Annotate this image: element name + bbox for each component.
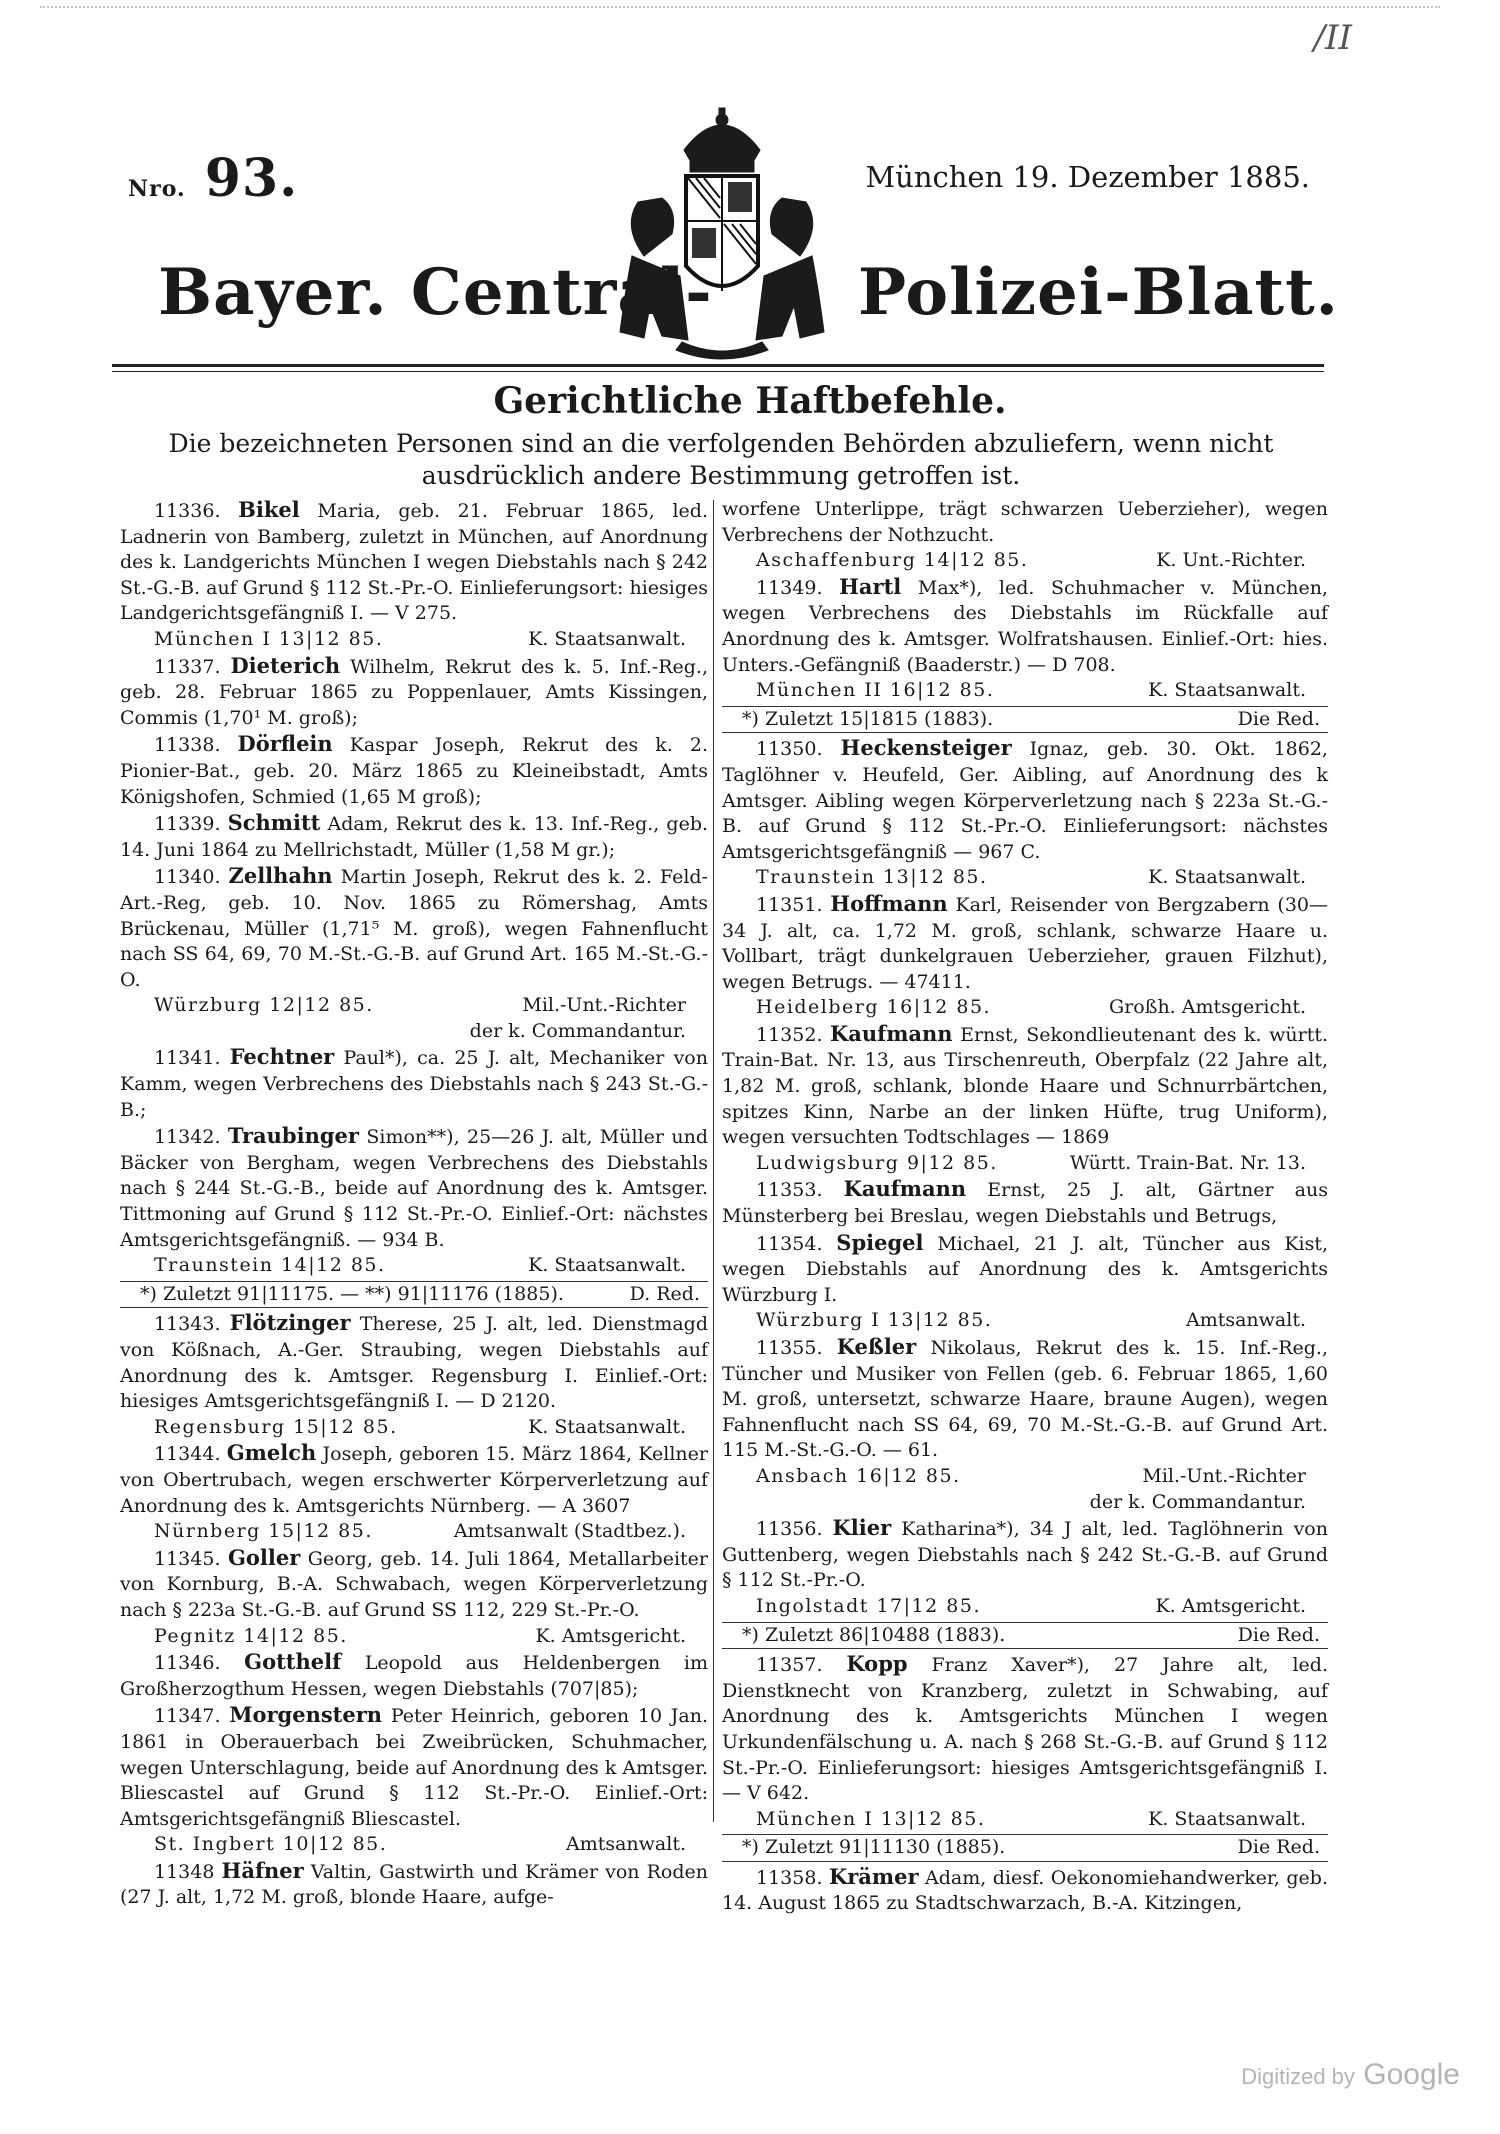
masthead-title-right: Polizei-Blatt. — [858, 255, 1339, 330]
issuing-authority: K. Amtsgericht. — [535, 1624, 686, 1647]
entry-number: 11338. — [154, 734, 221, 757]
scan-noise — [40, 6, 1440, 30]
warrant-entry — [120, 653, 708, 732]
entry-text: Franz Xaver*), 27 Jahre alt, led. Dienstknecht von Kranzberg, zuletzt in Schwabing, auf Anordnung des k. Amtsgerichts München I wegen Urkundenfälschung u. A. nach § 268 St.-G.-B. auf Grund § 112 St.-Pr.-O. Einlieferungsort: hiesiges Amtsgerichtsgefängniß I. — V 642. — [722, 1654, 1328, 1805]
entry-text: Ernst, 25 J. alt, Gärtner aus Münsterberg bei Breslau, wegen Diebstahls und Betrugs, — [722, 1179, 1328, 1228]
entry-number: 11341. — [154, 1047, 221, 1070]
issuing-place — [120, 627, 708, 653]
entry-text: Paul*), ca. 25 J. alt, Mechaniker von Kamm, wegen Verbrechens des Diebstahls nach § 243 St.-G.-B.; — [120, 1047, 708, 1121]
place-date: München I 13|12 85. — [756, 1807, 986, 1830]
entry-number: 11355. — [756, 1337, 823, 1359]
place-date: München I 13|12 85. — [154, 627, 384, 650]
entry-number: 11347. — [154, 1705, 221, 1728]
entry-number: 11343. — [154, 1313, 221, 1336]
place-date: St. Ingbert 10|12 85. — [154, 1833, 388, 1856]
entry-name: Schmitt — [227, 810, 321, 836]
entry-number: 11358. — [756, 1866, 823, 1889]
editorial-footnote — [722, 706, 1328, 734]
place-date: Heidelberg 16|12 85. — [756, 996, 992, 1019]
warrant-entry — [722, 1334, 1328, 1464]
entry-number: 11356. — [756, 1518, 823, 1541]
warrant-entry — [120, 1858, 708, 1911]
entry-name: Bikel — [238, 497, 300, 522]
entry-text: Max*), led. Schuhmacher v. München, wegen Verbrechens des Diebstahls im Rückfalle auf Anordnung des k. Amtsger. Wolfratshausen. Einlief.-Ort: hies. Unters.-Gefängniß (Baaderstr.) — D 708. — [722, 576, 1328, 676]
entry-text: Katharina*), 34 J alt, led. Taglöhnerin von Guttenberg, wegen Diebstahls nach § 242 St.-G.-B. auf Grund § 112 St.-Pr.-O. — [722, 1518, 1328, 1592]
issue-number-value: 93. — [204, 148, 299, 209]
issuing-authority: Mil.-Unt.-Richter — [522, 994, 686, 1017]
masthead-rule — [112, 364, 1324, 367]
watermark — [1241, 2058, 1460, 2092]
entry-number: 11337. — [154, 655, 221, 678]
issuing-place — [722, 1308, 1328, 1334]
footnote-editor: D. Red. — [629, 1282, 700, 1305]
warrant-entry — [722, 735, 1328, 865]
entry-name: Hoffmann — [830, 890, 948, 916]
entry-text: Nikolaus, Rekrut des k. 15. Inf.-Reg., Tüncher und Musiker von Fellen (geb. 6. Februar 1865, 1,60 M. groß, untersetzt, schwarze Haare, braune Augen), wegen Fahnenflucht nach SS 64, 69, 70 M.-St.-G.-B. auf Grund Art. 115 M.-St.-G.-O. — 61. — [722, 1337, 1328, 1462]
place-date: Ansbach 16|12 85. — [756, 1464, 961, 1487]
issuing-place — [722, 678, 1328, 704]
issuing-authority: Amtsanwalt (Stadtbez.). — [453, 1520, 686, 1543]
warrant-entry — [722, 1176, 1328, 1229]
place-date: Aschaffenburg 14|12 85. — [756, 549, 1029, 572]
warrant-entry — [120, 1044, 708, 1123]
warrant-entry — [722, 1864, 1328, 1917]
entry-number: 11354. — [756, 1232, 823, 1255]
entry-name: Dörflein — [237, 731, 333, 757]
entry-text: Therese, 25 J. alt, led. Dienstmagd von Kößnach, A.-Ger. Straubing, wegen Diebstahls auf Anordnung des k. Amtsger. Regensburg I. Einlief.-Ort: hiesiges Amtsgerichtsgefängniß I. — D 2120. — [120, 1313, 708, 1413]
entry-text: Kaspar Joseph, Rekrut des k. 2. Pionier-Bat., geb. 20. März 1865 zu Kleineibstadt, Amts Königshofen, Schmied (1,65 M groß); — [120, 734, 709, 808]
masthead-title-left: Bayer. Central- — [158, 255, 713, 330]
entry-number: 11339. — [154, 813, 221, 836]
entry-name: Dieterich — [230, 652, 341, 678]
issuing-place — [722, 1151, 1328, 1177]
warrant-entry — [722, 891, 1328, 995]
warrant-entry — [120, 1649, 708, 1702]
entry-text: Martin Joseph, Rekrut des k. 2. Feld-Art.-Reg, geb. 10. Nov. 1865 zu Römershag, Amts Brückenau, Müller (1,71⁵ M. groß), wegen Fahnenflucht nach SS 64, 69, 70 M.-St.-G.-B. auf Grund Art. 165 M.-St.-G.-O. — [120, 866, 708, 991]
authority-continuation: der k. Commandantur. — [469, 1019, 686, 1042]
place-date: Regensburg 15|12 85. — [154, 1415, 398, 1438]
entry-text: Simon**), 25—26 J. alt, Müller und Bäcker von Bergham, wegen Verbrechens des Diebstahls nach § 244 St.-G.-B., beide auf Anordnung des k. Amtsger. Tittmoning auf Grund § 112 St.-Pr.-O. Einlief.-Ort: nächstes Amtsgerichtsgefängniß. — 934 B. — [120, 1126, 709, 1251]
watermark-prefix: Digitized by — [1241, 2064, 1355, 2089]
warrant-entry — [120, 497, 708, 627]
entry-name: Fechtner — [229, 1044, 335, 1070]
warrant-entry — [722, 1230, 1328, 1309]
issuing-authority: K. Staatsanwalt. — [528, 1254, 686, 1277]
left-column — [120, 497, 708, 1911]
issuing-place — [722, 548, 1328, 574]
issuing-authority: K. Amtsgericht. — [1155, 1594, 1306, 1617]
issuing-authority: Württ. Train-Bat. Nr. 13. — [1069, 1151, 1306, 1174]
issuing-place — [120, 1415, 708, 1441]
issuing-authority: K. Staatsanwalt. — [1148, 866, 1306, 889]
right-column — [722, 497, 1328, 1917]
entry-name: Kaufmann — [843, 1176, 967, 1202]
footnote-text: *) Zuletzt 91|11130 (1885). — [742, 1836, 1006, 1859]
issue-number — [128, 148, 298, 209]
warrant-entry — [120, 731, 708, 810]
entry-text: Wilhelm, Rekrut des k. 5. Inf.-Reg., geb. 28. Februar 1865 zu Poppenlauer, Amts Kissingen, Commis (1,70¹ M. groß); — [120, 655, 708, 729]
entry-number: 11345. — [154, 1547, 221, 1570]
entry-number: 11344. — [154, 1443, 221, 1466]
issuing-authority: Großh. Amtsgericht. — [1109, 996, 1306, 1019]
entry-name: Krämer — [828, 1863, 919, 1889]
masthead-rule-thin — [112, 371, 1324, 372]
entry-name: Häfner — [221, 1857, 304, 1883]
entry-text: Adam, Rekrut des k. 13. Inf.-Reg., geb. 14. Juni 1864 zu Mellrichstadt, Müller (1,58 M gr.); — [120, 813, 709, 861]
issuing-authority: K. Staatsanwalt. — [1148, 679, 1306, 702]
footnote-editor: Die Red. — [1237, 1836, 1320, 1859]
issuing-authority: K. Staatsanwalt. — [528, 1415, 686, 1438]
entry-number: 11350. — [756, 738, 823, 761]
editorial-footnote — [120, 1281, 708, 1309]
entry-text: Maria, geb. 21. Februar 1865, led. Ladnerin von Bamberg, zuletzt in München, auf Anordnung des k. Landgerichts München I wegen Diebstahls nach § 242 St.-G.-B. auf Grund § 112 St.-Pr.-O. Einlieferungsort: hiesiges Landgerichtsgefängniß I. — V 275. — [120, 500, 708, 625]
issuing-authority: Amtsanwalt. — [565, 1833, 686, 1856]
entry-name: Heckensteiger — [840, 735, 1012, 761]
place-date: Traunstein 13|12 85. — [756, 866, 988, 889]
entry-name: Flötzinger — [229, 1310, 351, 1336]
issue-prefix: Nro. — [128, 176, 186, 202]
entry-text: Joseph, geboren 15. März 1864, Kellner von Obertrubach, wegen erschwerter Körperverletzung auf Anordnung des k. Amtsgerichts Nürnberg. — A 3607 — [120, 1443, 708, 1517]
footnote-text: *) Zuletzt 91|11175. — **) 91|11176 (1885). — [140, 1282, 564, 1305]
issuing-authority: Mil.-Unt.-Richter — [1142, 1464, 1306, 1487]
warrant-entry — [120, 1702, 708, 1832]
entry-number: 11346. — [154, 1652, 221, 1675]
issuing-place — [722, 1594, 1328, 1620]
entry-name: Goller — [227, 1544, 301, 1570]
warrant-entry — [722, 1021, 1328, 1151]
place-date: Pegnitz 14|12 85. — [154, 1624, 348, 1647]
entry-number: 11342. — [154, 1126, 221, 1149]
place-date: Würzburg I 13|12 85. — [756, 1309, 993, 1332]
column-divider — [713, 500, 714, 1822]
issuing-place — [722, 1807, 1328, 1833]
entry-text: Michael, 21 J. alt, Tüncher aus Kist, wegen Diebstahls auf Anordnung des k. Amtsgerichts Würzburg I. — [722, 1232, 1329, 1306]
warrant-entry — [120, 863, 708, 993]
place-date: Traunstein 14|12 85. — [154, 1254, 386, 1277]
entry-number: 11336. — [154, 500, 221, 522]
section-intro: Die bezeichneten Personen sind an die verfolgenden Behörden abzuliefern, wenn nicht ausdrücklich andere Bestimmung getroffen ist. — [168, 429, 1274, 490]
entry-text: Georg, geb. 14. Juli 1864, Metallarbeiter von Kornburg, B.-A. Schwabach, wegen Körperverletzung nach § 223a St.-G.-B. auf Grund SS 112, 229 St.-Pr.-O. — [120, 1547, 708, 1621]
entry-name: Traubinger — [227, 1123, 359, 1149]
entry-name: Hartl — [839, 573, 902, 599]
issuing-place — [120, 1253, 708, 1279]
entry-text: Adam, diesf. Oekonomiehandwerker, geb. 14. August 1865 zu Stadtschwarzach, B.-A. Kitzingen, — [722, 1866, 1329, 1915]
place-date: München II 16|12 85. — [756, 679, 995, 702]
entry-text: Ignaz, geb. 30. Okt. 1862, Taglöhner v. Heufeld, Ger. Aibling, auf Anordnung des k Amtsger. Aibling wegen Körperverletzung nach § 223a St.-G.-B. auf Grund § 112 St.-Pr.-O. Einlieferungsort: nächstes Amtsgerichtsgefängniß — 967 C. — [722, 738, 1328, 863]
entry-number: 11357. — [756, 1654, 823, 1677]
entry-number: 11340. — [154, 866, 221, 889]
editorial-footnote — [722, 1622, 1328, 1650]
handwritten-mark: /II — [1313, 18, 1352, 58]
entry-text: Ernst, Sekondlieutenant des k. württ. Train-Bat. Nr. 13, aus Tirschenreuth, Oberpfalz (22 Jahre alt, 1,82 M. groß, schlank, blonde Haare und Schnurrbärtchen, spitzes Kinn, Narbe an der linken Hüfte, trug Uniform), wegen versuchten Todtschlages — 1869 — [722, 1023, 1329, 1149]
entry-name: Spiegel — [836, 1229, 924, 1255]
entry-name: Morgenstern — [229, 1702, 383, 1728]
footnote-text: *) Zuletzt 86|10488 (1883). — [742, 1623, 1006, 1646]
warrant-entry — [120, 1123, 708, 1253]
place-date: Ingolstadt 17|12 85. — [756, 1594, 981, 1617]
warrant-entry — [120, 1310, 708, 1414]
issuing-place — [120, 1519, 708, 1545]
entry-text: Valtin, Gastwirth und Krämer von Roden (27 J. alt, 1,72 M. groß, blonde Haare, aufge- — [120, 1860, 708, 1909]
issuing-place — [722, 1464, 1328, 1490]
entry-number: 11351. — [756, 893, 823, 916]
warrant-entry — [120, 810, 708, 863]
editorial-footnote — [722, 1834, 1328, 1862]
place-date: Würzburg 12|12 85. — [154, 994, 374, 1017]
warrant-entry — [120, 1440, 708, 1519]
entry-name: Gotthelf — [244, 1649, 342, 1675]
entry-name: Klier — [832, 1515, 892, 1541]
issuing-authority: K. Staatsanwalt. — [528, 627, 686, 650]
entry-text: Peter Heinrich, geboren 10 Jan. 1861 in Oberauerbach bei Zweibrücken, Schuhmacher, wegen Unterschlagung, beide auf Anordnung des k Amtsger. Bliescastel auf Grund § 112 St.-Pr.-O. Einlief.-Ort: Amtsgerichtsgefängniß Bliescastel. — [120, 1705, 709, 1830]
warrant-entry — [722, 1515, 1328, 1594]
authority-continuation: der k. Commandantur. — [1089, 1490, 1306, 1513]
issuing-place — [120, 993, 708, 1019]
section-title: Gerichtliche Haftbefehle. — [493, 380, 1007, 422]
entry-text: Karl, Reisender von Bergzabern (30—34 J. alt, ca. 1,72 M. groß, schlank, schwarze Haare u. Vollbart, trägt dunkelgrauen Ueberzieher, grauen Filzhut), wegen Betrugs. — 47411. — [722, 893, 1328, 993]
footnote-editor: Die Red. — [1237, 1623, 1320, 1646]
footnote-text: *) Zuletzt 15|1815 (1883). — [742, 707, 994, 730]
issuing-place — [120, 1832, 708, 1858]
entry-number: 11352. — [756, 1023, 823, 1046]
warrant-entry — [120, 1545, 708, 1624]
entry-number: 11353. — [756, 1179, 823, 1202]
warrant-entry — [722, 574, 1328, 678]
warrant-entry — [722, 1651, 1328, 1807]
entry-text: Leopold aus Heldenbergen im Großherzogthum Hessen, wegen Diebstahls (707|85); — [120, 1652, 709, 1700]
issuing-place — [722, 865, 1328, 891]
issuing-authority: Amtsanwalt. — [1185, 1309, 1306, 1332]
entry-number: 11348 — [154, 1860, 215, 1883]
place-date: Nürnberg 15|12 85. — [154, 1520, 373, 1543]
watermark-brand: Google — [1363, 2058, 1460, 2091]
issuing-place — [120, 1624, 708, 1650]
issuing-place — [722, 995, 1328, 1021]
place-date: Ludwigsburg 9|12 85. — [756, 1151, 998, 1174]
entry-name: Kaufmann — [830, 1020, 953, 1046]
entry-name: Zellhahn — [228, 863, 333, 889]
entry-name: Gmelch — [226, 1440, 317, 1466]
issue-date: München 19. Dezember 1885. — [865, 160, 1310, 194]
entry-number: 11349. — [756, 576, 823, 599]
footnote-editor: Die Red. — [1237, 707, 1320, 730]
issuing-authority: K. Unt.-Richter. — [1156, 549, 1306, 572]
entry-name: Keßler — [836, 1334, 917, 1359]
issuing-authority: K. Staatsanwalt. — [1148, 1807, 1306, 1830]
entry-continuation: worfene Unterlippe, trägt schwarzen Ueberzieher), wegen Verbrechens der Nothzucht. — [722, 498, 1328, 546]
entry-name: Kopp — [846, 1651, 908, 1677]
